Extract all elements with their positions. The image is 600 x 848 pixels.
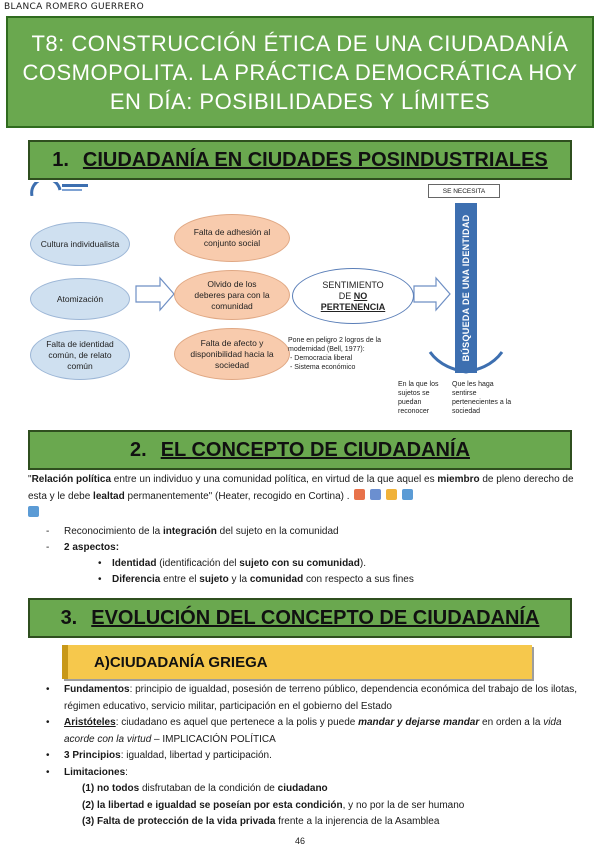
oval-mid-2: Olvido de los deberes para con la comunidad bbox=[174, 270, 290, 320]
section-1-number: 1. bbox=[52, 148, 69, 171]
list-item: (3) Falta de protección de la vida privada frente a la injerencia de la Asamblea bbox=[82, 816, 440, 827]
section-2-number: 2. bbox=[130, 438, 147, 461]
list-item: • Identidad (identificación del sujeto con su comunidad). bbox=[98, 558, 366, 569]
people-icon bbox=[354, 489, 365, 500]
busqueda-identidad-bar: BÚSQUEDA DE UNA IDENTIDAD bbox=[455, 203, 477, 373]
section-1-title: CIUDADANÍA EN CIUDADES POSINDUSTRIALES bbox=[82, 148, 548, 171]
section-3-header bbox=[28, 598, 572, 638]
list-item: • Aristóteles: ciudadano es aquel que pertenece a la polis y puede mandar y dejarse mandar en orden a la vida acorde con la virtud – IMPLICACIÓN POLÍTICA bbox=[46, 717, 562, 745]
main-title: T8: CONSTRUCCIÓN ÉTICA DE UNA CIUDADANÍA COSMOPOLITA. LA PRÁCTICA DEMOCRÁTICA HOY EN DÍA: POSIBILIDADES Y LÍMITES bbox=[22, 30, 578, 114]
subsection-a-header: A)CIUDADANÍA GRIEGA bbox=[62, 645, 532, 679]
list-ciudadania-griega bbox=[46, 682, 588, 831]
page-number: 46 bbox=[294, 836, 305, 846]
se-necesita-label: SE NECESITA bbox=[428, 184, 500, 198]
arrows-icon bbox=[402, 489, 413, 500]
arrow-1-icon bbox=[136, 278, 174, 310]
arrow-2-icon bbox=[414, 278, 450, 310]
oval-mid-1: Falta de adhesión al conjunto social bbox=[174, 214, 290, 262]
list-section-2 bbox=[46, 524, 586, 588]
section-1-header bbox=[28, 140, 572, 180]
definition-paragraph: "Relación política entre un individuo y una comunidad política, en virtud de la que aquel es miembro de pleno derecho de esta y le debe lealtad permanentemente" (Heater, recogido en Cortina) . bbox=[28, 471, 584, 522]
list-item: • Limitaciones: bbox=[46, 766, 128, 778]
oval-left-1: Cultura individualista bbox=[30, 222, 130, 266]
section-3-title: EVOLUCIÓN DEL CONCEPTO DE CIUDADANÍA bbox=[91, 606, 540, 629]
oval-left-3: Falta de identidad común, de relato común bbox=[30, 330, 130, 380]
section-2-header bbox=[28, 430, 572, 470]
list-item: • 3 Principios: igualdad, libertad y participación. bbox=[46, 750, 272, 761]
list-item: (2) la libertad e igualdad se poseían por esta condición, y no por la de ser humano bbox=[82, 799, 465, 811]
note-pertenecientes: Que les haga sentirse pertenecientes a la sociedad bbox=[452, 381, 512, 415]
list-item: - 2 aspectos: bbox=[46, 542, 120, 553]
note-pone-en-peligro: Pone en peligro 2 logros de la modernidad (Bell, 1977): - Democracia liberal - Sistema económico bbox=[288, 337, 382, 371]
author-name: BLANCA ROMERO GUERRERO bbox=[4, 2, 144, 12]
list-item: - Reconocimiento de la integración del sujeto en la comunidad bbox=[46, 526, 339, 537]
list-item: • Diferencia entre el sujeto y la comunidad con respecto a sus fines bbox=[98, 574, 414, 585]
sentimiento-oval: SENTIMIENTO DE NO PERTENENCIA bbox=[292, 268, 414, 324]
list-item: • Fundamentos: principio de igualdad, posesión de terreno público, dependencia económica del trabajo de los ilotas, régimen educativo, servicio militar, participación en el gobierno del Estado bbox=[46, 684, 578, 712]
list-item: (1) no todos disfrutaban de la condición de ciudadano bbox=[82, 783, 328, 794]
main-title-box bbox=[6, 16, 594, 128]
note-reconocer: En la que los sujetos se puedan reconocer bbox=[398, 381, 439, 415]
group-icon bbox=[28, 506, 39, 517]
section-2-title: EL CONCEPTO DE CIUDADANÍA bbox=[160, 438, 470, 461]
person-icon bbox=[386, 489, 397, 500]
oval-mid-3: Falta de afecto y disponibilidad hacia la sociedad bbox=[174, 328, 290, 380]
parking-icon bbox=[370, 489, 381, 500]
section-3-number: 3. bbox=[60, 606, 78, 629]
oval-left-2: Atomización bbox=[30, 278, 130, 320]
